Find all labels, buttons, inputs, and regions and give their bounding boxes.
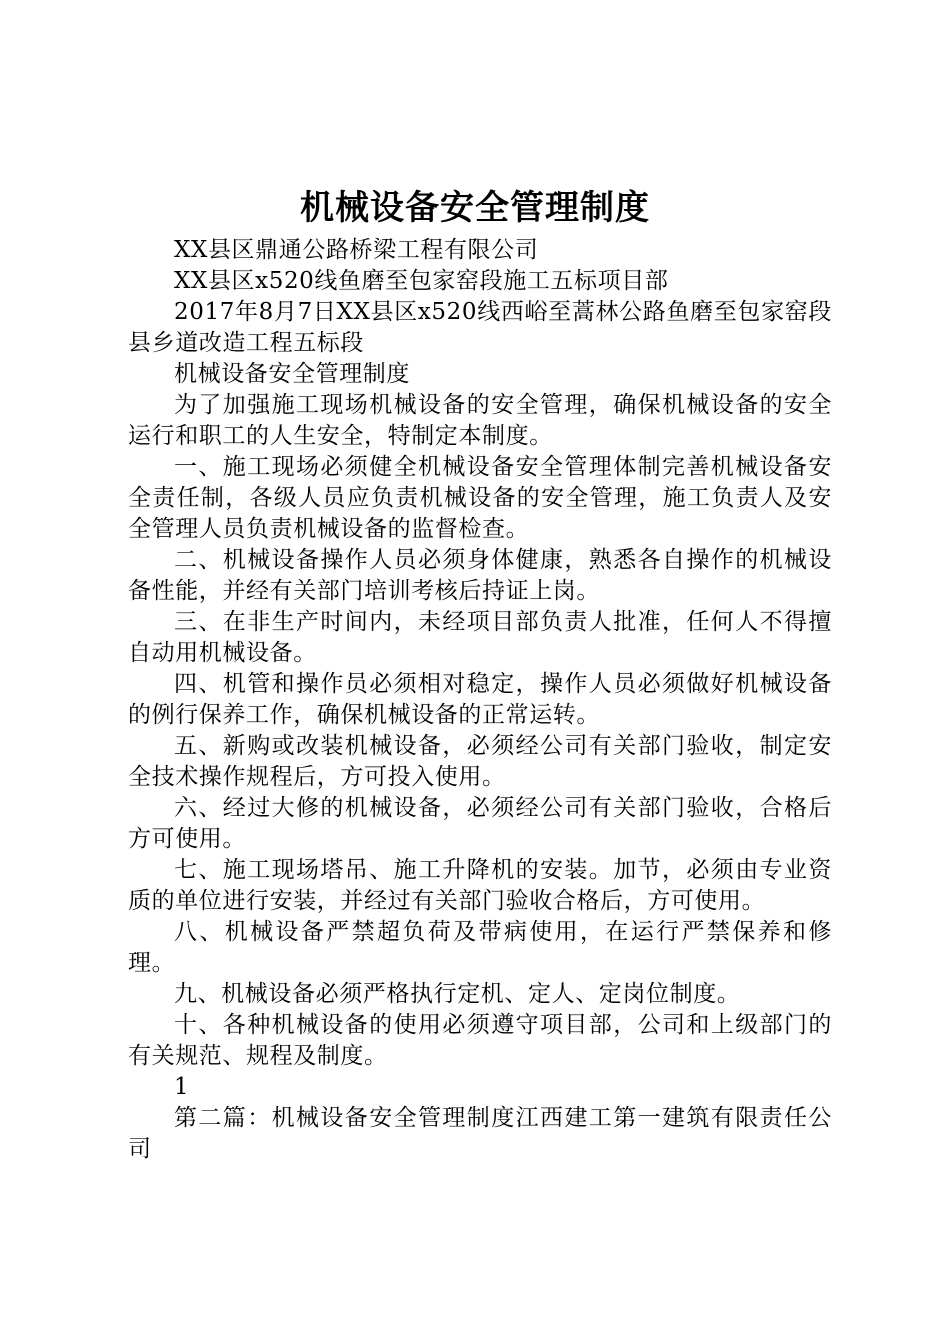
intro-paragraph: 为了加强施工现场机械设备的安全管理，确保机械设备的安全运行和职工的人生安全，特制定本制度。 bbox=[128, 392, 832, 449]
rule-paragraph-5: 五、新购或改装机械设备，必须经公司有关部门验收，制定安全技术操作规程后，方可投入使用。 bbox=[128, 733, 832, 790]
rule-paragraph-7: 七、施工现场塔吊、施工升降机的安装。加节，必须由专业资质的单位进行安装，并经过有关部门验收合格后，方可使用。 bbox=[128, 857, 832, 914]
rule-paragraph-3: 三、在非生产时间内，未经项目部负责人批准，任何人不得擅自动用机械设备。 bbox=[128, 609, 832, 666]
rule-paragraph-6: 六、经过大修的机械设备，必须经公司有关部门验收，合格后方可使用。 bbox=[128, 795, 832, 852]
company-name-line: XX县区鼎通公路桥梁工程有限公司 bbox=[174, 237, 539, 263]
section-heading: 机械设备安全管理制度 bbox=[174, 361, 410, 387]
rule-paragraph-2: 二、机械设备操作人员必须身体健康，熟悉各自操作的机械设备性能，并经有关部门培训考核后持证上岗。 bbox=[128, 547, 832, 604]
rule-paragraph-9: 九、机械设备必须严格执行定机、定人、定岗位制度。 bbox=[174, 981, 741, 1007]
date-project-line: 2017年8月7日XX县区x520线西峪至蒿林公路鱼磨至包家窑段县乡道改造工程五标段 bbox=[128, 299, 832, 356]
document-body bbox=[128, 235, 832, 1165]
rule-paragraph-4: 四、机管和操作员必须相对稳定，操作人员必须做好机械设备的例行保养工作，确保机械设备的正常运转。 bbox=[128, 671, 832, 728]
rule-paragraph-8: 八、机械设备严禁超负荷及带病使用，在运行严禁保养和修理。 bbox=[128, 919, 832, 976]
project-department-line: XX县区x520线鱼磨至包家窑段施工五标项目部 bbox=[174, 268, 669, 294]
page-number: 1 bbox=[174, 1074, 190, 1100]
rule-paragraph-1: 一、施工现场必须健全机械设备安全管理体制完善机械设备安全责任制，各级人员应负责机械设备的安全管理，施工负责人及安全管理人员负责机械设备的监督检查。 bbox=[128, 454, 832, 542]
rule-paragraph-10: 十、各种机械设备的使用必须遵守项目部，公司和上级部门的有关规范、规程及制度。 bbox=[128, 1012, 832, 1069]
second-article-heading: 第二篇：机械设备安全管理制度江西建工第一建筑有限责任公司 bbox=[128, 1105, 832, 1162]
document-title: 机械设备安全管理制度 bbox=[300, 188, 650, 228]
